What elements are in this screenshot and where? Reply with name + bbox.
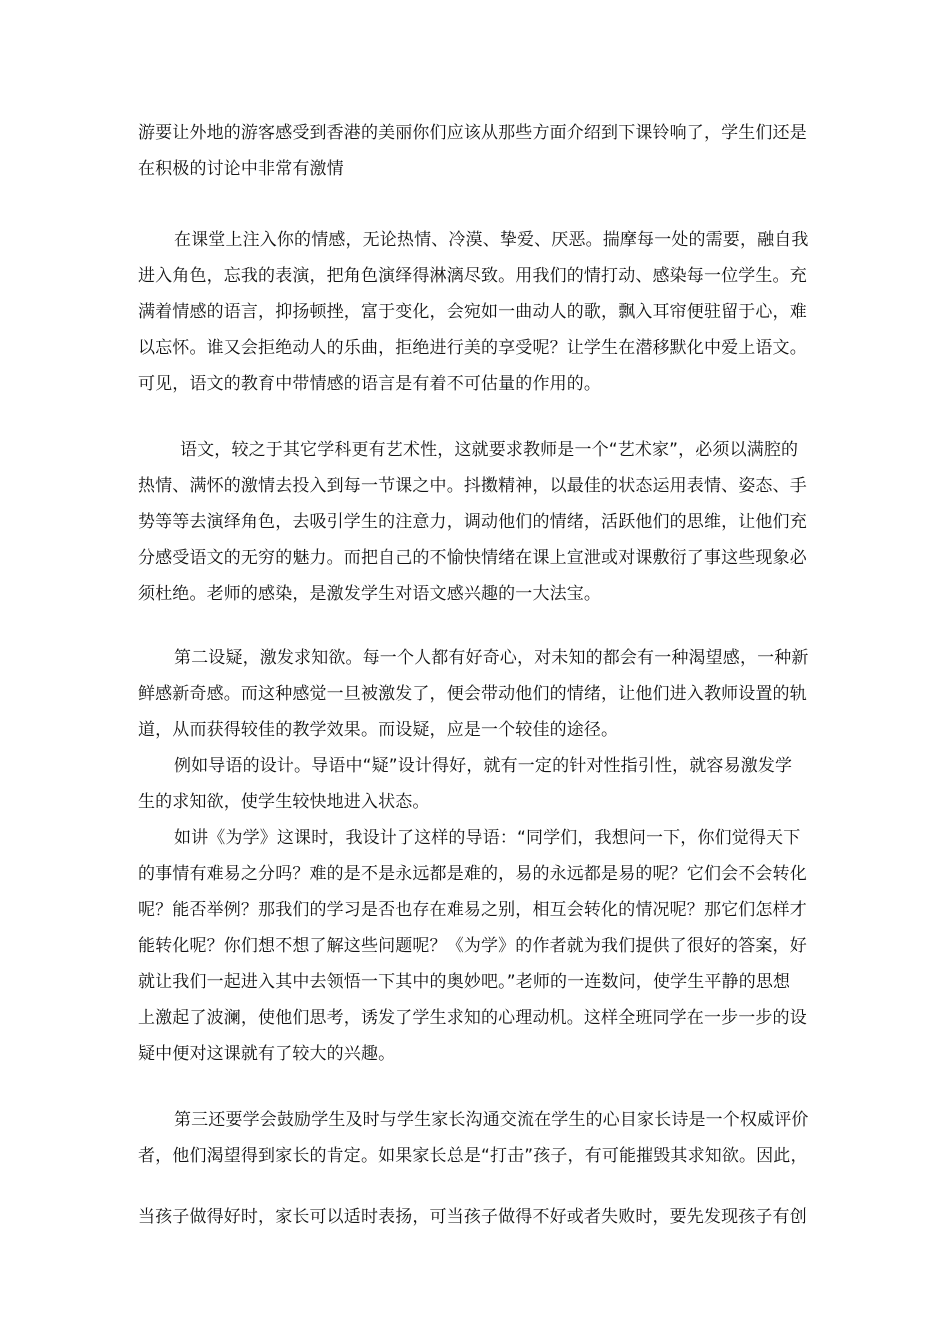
text-line: 分感受语文的无穷的魅力。而把自己的不愉快情绪在课上宣泄或对课敷衍了事这些现象必 [138, 548, 807, 568]
text-line: 以忘怀。谁又会拒绝动人的乐曲，拒绝进行美的享受呢？让学生在潜移默化中爱上语文。 [138, 338, 807, 358]
text-line: 进入角色，忘我的表演，把角色演绎得淋漓尽致。用我们的情打动、感染每一位学生。充 [138, 266, 807, 286]
text-line: 满着情感的语言，抑扬顿挫，富于变化，会宛如一曲动人的歌，飘入耳帘便驻留于心，难 [138, 302, 807, 322]
text-line: 须杜绝。老师的感染，是激发学生对语文感兴趣的一大法宝。 [138, 584, 602, 604]
text-line: 例如导语的设计。导语中“疑”设计得好，就有一定的针对性指引性，就容易激发学 [174, 756, 793, 776]
text-line: 者，他们渴望得到家长的肯定。如果家长总是“打击”孩子，有可能摧毁其求知欲。因此， [138, 1146, 808, 1166]
text-line: 呢？能否举例？那我们的学习是否也存在难易之别，相互会转化的情况呢？那它们怎样才 [138, 900, 807, 920]
text-line: 游要让外地的游客感受到香港的美丽你们应该从那些方面介绍到下课铃响了，学生们还是 [138, 123, 807, 143]
text-line: 生的求知欲，使学生较快地进入状态。 [138, 792, 430, 812]
text-line: 势等等去演绎角色，去吸引学生的注意力，调动他们的情绪，活跃他们的思维，让他们充 [138, 512, 807, 532]
text-line: 热情、满怀的激情去投入到每一节课之中。抖擞精神，以最佳的状态运用表情、姿态、手 [138, 476, 807, 496]
text-line: 道，从而获得较佳的教学效果。而设疑，应是一个较佳的途径。 [138, 720, 619, 740]
text-line: 的事情有难易之分吗？难的是不是永远都是难的，易的永远都是易的呢？它们会不会转化 [138, 864, 807, 884]
text-line: 上激起了波澜，使他们思考，诱发了学生求知的心理动机。这样全班同学在一步一步的设 [138, 1008, 807, 1028]
text-line: 在积极的讨论中非常有激情 [138, 159, 344, 179]
text-line: 鲜感新奇感。而这种感觉一旦被激发了，便会带动他们的情绪，让他们进入教师设置的轨 [138, 684, 807, 704]
text-line: 就让我们一起进入其中去领悟一下其中的奥妙吧。”老师的一连数问，使学生平静的思想 [138, 972, 791, 992]
text-line: 可见，语文的教育中带情感的语言是有着不可估量的作用的。 [138, 374, 602, 394]
text-line: 当孩子做得好时，家长可以适时表扬，可当孩子做得不好或者失败时，要先发现孩子有创 [138, 1207, 807, 1227]
text-line: 语文，较之于其它学科更有艺术性，这就要求教师是一个“艺术家”，必须以满腔的 [180, 440, 799, 460]
text-line: 能转化呢？你们想不想了解这些问题呢？《为学》的作者就为我们提供了很好的答案，好 [138, 936, 807, 956]
text-line: 如讲《为学》这课时，我设计了这样的导语：“同学们，我想问一下，你们觉得天下 [174, 828, 801, 848]
text-line: 在课堂上注入你的情感，无论热情、冷漠、挚爱、厌恶。揣摩每一处的需要，融自我 [174, 230, 809, 250]
text-line: 疑中便对这课就有了较大的兴趣。 [138, 1044, 396, 1064]
text-line: 第二设疑，激发求知欲。每一个人都有好奇心，对未知的都会有一种渴望感，一种新 [174, 648, 809, 668]
text-line: 第三还要学会鼓励学生及时与学生家长沟通交流在学生的心目家长诗是一个权威评价 [174, 1110, 809, 1130]
